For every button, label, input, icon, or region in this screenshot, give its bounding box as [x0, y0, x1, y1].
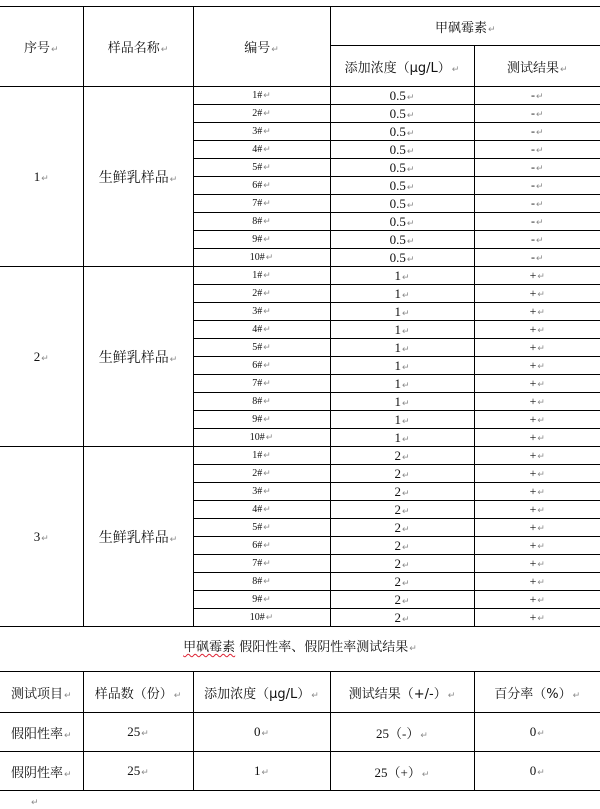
result-cell: -↵ [474, 105, 600, 123]
sample-code-cell: 8#↵ [193, 213, 330, 231]
sample-code-cell: 2#↵ [193, 285, 330, 303]
result-cell: -↵ [474, 195, 600, 213]
concentration-cell: 1↵ [330, 267, 474, 285]
result-cell: +↵ [474, 267, 600, 285]
group-sample-name-cell: 生鲜乳样品↵ [83, 447, 193, 627]
paragraph-mark: ↵ [31, 798, 39, 808]
concentration-cell: 0.5↵ [330, 105, 474, 123]
concentration-cell: 2↵ [330, 501, 474, 519]
result-cell: +↵ [474, 501, 600, 519]
concentration-cell: 1↵ [330, 339, 474, 357]
summary-cell: 假阳性率↵ [0, 713, 83, 752]
sample-code-cell: 9#↵ [193, 591, 330, 609]
group-seq-cell: 1↵ [0, 87, 83, 267]
sample-code-cell: 6#↵ [193, 357, 330, 375]
code-header: 编号↵ [193, 7, 330, 87]
summary-header-cell: 添加浓度（μg/L）↵ [193, 672, 330, 713]
concentration-cell: 0.5↵ [330, 177, 474, 195]
summary-table [0, 671, 600, 791]
summary-header-cell: 百分率（%）↵ [474, 672, 600, 713]
sample-code-cell: 1#↵ [193, 267, 330, 285]
concentration-cell: 2↵ [330, 465, 474, 483]
sample-code-cell: 3#↵ [193, 123, 330, 141]
concentration-cell: 2↵ [330, 573, 474, 591]
header-row [0, 7, 600, 46]
sample-code-cell: 8#↵ [193, 573, 330, 591]
concentration-cell: 0.5↵ [330, 123, 474, 141]
concentration-cell: 2↵ [330, 519, 474, 537]
result-cell: +↵ [474, 321, 600, 339]
result-cell: +↵ [474, 609, 600, 627]
concentration-cell: 1↵ [330, 429, 474, 447]
result-cell: -↵ [474, 249, 600, 267]
group-sample-name-cell: 生鲜乳样品↵ [83, 267, 193, 447]
concentration-cell: 2↵ [330, 609, 474, 627]
sample-code-cell: 7#↵ [193, 555, 330, 573]
concentration-cell: 1↵ [330, 375, 474, 393]
summary-header-cell: 测试项目↵ [0, 672, 83, 713]
sample-code-cell: 5#↵ [193, 339, 330, 357]
table-row [0, 87, 600, 105]
concentration-cell: 1↵ [330, 303, 474, 321]
sample-code-cell: 2#↵ [193, 105, 330, 123]
result-cell: -↵ [474, 141, 600, 159]
result-cell: -↵ [474, 159, 600, 177]
table-row [0, 267, 600, 285]
concentration-cell: 0.5↵ [330, 159, 474, 177]
concentration-cell: 1↵ [330, 321, 474, 339]
result-cell: -↵ [474, 213, 600, 231]
sample-code-cell: 3#↵ [193, 303, 330, 321]
summary-cell: 25↵ [83, 752, 193, 791]
result-cell: +↵ [474, 357, 600, 375]
sample-code-cell: 10#↵ [193, 429, 330, 447]
result-cell: +↵ [474, 555, 600, 573]
summary-title: 甲砜霉素 假阳性率、假阴性率测试结果↵ [183, 640, 417, 655]
result-cell: +↵ [474, 465, 600, 483]
table-row [0, 447, 600, 465]
concentration-cell: 0.5↵ [330, 141, 474, 159]
result-cell: +↵ [474, 285, 600, 303]
result-cell: +↵ [474, 429, 600, 447]
false-negative-row [0, 752, 600, 791]
sample-code-cell: 9#↵ [193, 411, 330, 429]
sample-code-cell: 6#↵ [193, 177, 330, 195]
concentration-cell: 1↵ [330, 393, 474, 411]
result-header: 测试结果↵ [474, 46, 600, 87]
concentration-cell: 1↵ [330, 285, 474, 303]
concentration-cell: 0.5↵ [330, 213, 474, 231]
sample-code-cell: 1#↵ [193, 447, 330, 465]
sample-code-cell: 1#↵ [193, 87, 330, 105]
summary-cell: 0↵ [474, 713, 600, 752]
result-cell: +↵ [474, 483, 600, 501]
result-cell: +↵ [474, 339, 600, 357]
result-cell: -↵ [474, 87, 600, 105]
concentration-cell: 2↵ [330, 555, 474, 573]
sample-code-cell: 10#↵ [193, 609, 330, 627]
results-table [0, 6, 600, 627]
sample-code-cell: 6#↵ [193, 537, 330, 555]
concentration-cell: 1↵ [330, 357, 474, 375]
sample-name-header: 样品名称↵ [83, 7, 193, 87]
result-cell: +↵ [474, 537, 600, 555]
concentration-cell: 0.5↵ [330, 231, 474, 249]
concentration-cell: 2↵ [330, 483, 474, 501]
result-cell: -↵ [474, 231, 600, 249]
sample-code-cell: 4#↵ [193, 501, 330, 519]
result-cell: -↵ [474, 177, 600, 195]
summary-cell: 假阴性率↵ [0, 752, 83, 791]
sample-code-cell: 4#↵ [193, 141, 330, 159]
result-cell: +↵ [474, 447, 600, 465]
sample-code-cell: 4#↵ [193, 321, 330, 339]
summary-header-cell: 测试结果（+/-）↵ [330, 672, 474, 713]
seq-header: 序号↵ [0, 7, 83, 87]
concentration-cell: 0.5↵ [330, 87, 474, 105]
summary-header-cell: 样品数（份）↵ [83, 672, 193, 713]
concentration-cell: 0.5↵ [330, 195, 474, 213]
sample-code-cell: 10#↵ [193, 249, 330, 267]
analyte-header: 甲砜霉素↵ [330, 7, 600, 46]
result-cell: +↵ [474, 375, 600, 393]
sample-code-cell: 5#↵ [193, 159, 330, 177]
conc-header: 添加浓度（μg/L）↵ [330, 46, 474, 87]
sample-code-cell: 5#↵ [193, 519, 330, 537]
concentration-cell: 1↵ [330, 411, 474, 429]
sample-code-cell: 8#↵ [193, 393, 330, 411]
summary-header-row [0, 672, 600, 713]
result-cell: +↵ [474, 591, 600, 609]
sample-code-cell: 7#↵ [193, 195, 330, 213]
result-cell: +↵ [474, 519, 600, 537]
group-seq-cell: 3↵ [0, 447, 83, 627]
sample-code-cell: 3#↵ [193, 483, 330, 501]
summary-cell: 0↵ [193, 713, 330, 752]
summary-cell: 0↵ [474, 752, 600, 791]
group-seq-cell: 2↵ [0, 267, 83, 447]
sample-code-cell: 9#↵ [193, 231, 330, 249]
summary-cell: 25↵ [83, 713, 193, 752]
result-cell: +↵ [474, 393, 600, 411]
result-cell: -↵ [474, 123, 600, 141]
concentration-cell: 0.5↵ [330, 249, 474, 267]
result-cell: +↵ [474, 411, 600, 429]
summary-cell: 1↵ [193, 752, 330, 791]
concentration-cell: 2↵ [330, 447, 474, 465]
result-cell: +↵ [474, 303, 600, 321]
concentration-cell: 2↵ [330, 537, 474, 555]
false-positive-row [0, 713, 600, 752]
summary-cell: 25（-）↵ [330, 713, 474, 752]
sample-code-cell: 2#↵ [193, 465, 330, 483]
result-cell: +↵ [474, 573, 600, 591]
concentration-cell: 2↵ [330, 591, 474, 609]
summary-cell: 25（+）↵ [330, 752, 474, 791]
group-sample-name-cell: 生鲜乳样品↵ [83, 87, 193, 267]
sample-code-cell: 7#↵ [193, 375, 330, 393]
